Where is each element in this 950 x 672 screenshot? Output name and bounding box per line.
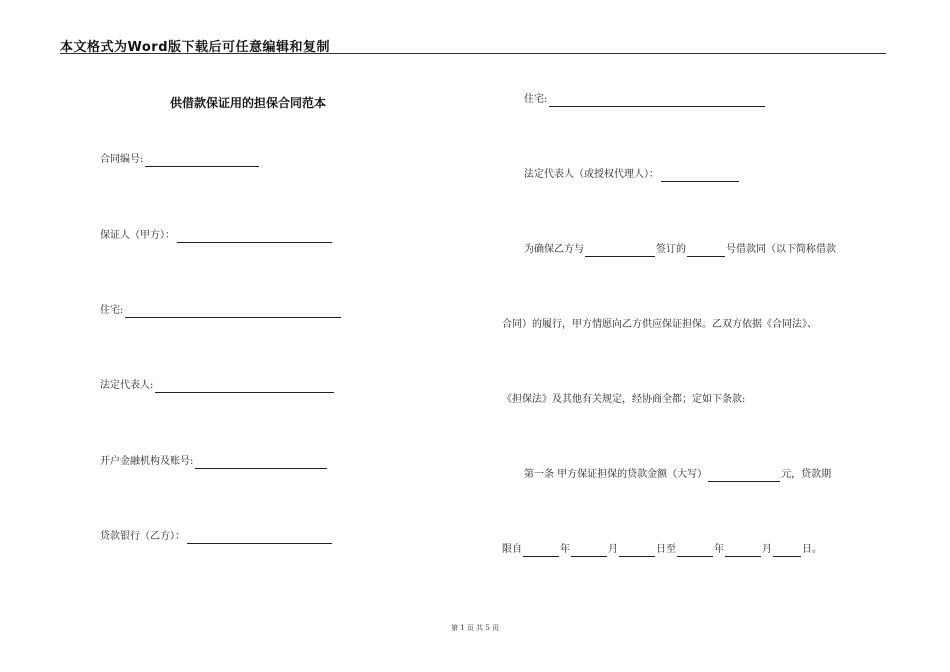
bank-account-blank[interactable]	[195, 458, 327, 469]
start-year-blank[interactable]	[523, 546, 559, 557]
start-day-blank[interactable]	[619, 546, 655, 557]
party-name-blank[interactable]	[585, 246, 655, 257]
residence-label-left: 住宅:	[100, 305, 124, 316]
guarantor-label: 保证人（甲方）：	[100, 230, 175, 241]
end-day-label: 日。	[802, 544, 822, 555]
paragraph-2	[502, 318, 817, 332]
document-title: 供借款保证用的担保合同范本	[170, 96, 327, 110]
end-month-label: 月	[762, 544, 772, 555]
guarantor-line	[100, 229, 332, 243]
contract-number-label: 合同编号:	[100, 154, 144, 165]
legal-rep-agent-label: 法定代表人（或授权代理人）：	[524, 169, 659, 180]
end-year-blank[interactable]	[677, 546, 713, 557]
article1-part-b: 元，贷款期	[781, 469, 832, 480]
legal-rep-label: 法定代表人:	[100, 380, 154, 391]
legal-rep-line	[100, 379, 334, 393]
end-year-label: 年	[714, 544, 724, 555]
residence-line-right	[524, 93, 765, 107]
term-start-label: 限自	[502, 544, 522, 555]
guarantor-blank[interactable]	[177, 232, 332, 243]
residence-line-left	[100, 304, 341, 318]
lender-bank-line	[100, 530, 332, 544]
para1-part-b: 签订的	[656, 244, 686, 255]
document-header: 本文格式为Word版下载后可任意编辑和复制	[60, 40, 331, 55]
start-day-label: 日至	[656, 544, 676, 555]
loan-term-line	[502, 543, 822, 557]
lender-bank-blank[interactable]	[187, 533, 332, 544]
article-1	[524, 468, 831, 482]
paragraph-1	[524, 243, 836, 257]
paragraph-3	[502, 393, 745, 407]
legal-rep-blank[interactable]	[155, 382, 334, 393]
legal-rep-agent-blank[interactable]	[661, 171, 739, 182]
para3-text: 《担保法》及其他有关规定，经协商全都；定如下条款:	[502, 394, 746, 405]
residence-blank-left[interactable]	[125, 307, 341, 318]
legal-rep-agent-line	[524, 168, 739, 182]
header-divider	[60, 53, 886, 54]
start-month-label: 月	[608, 544, 618, 555]
lender-bank-label: 贷款银行（乙方）：	[100, 531, 185, 542]
page-number-footer: 第 1 页 共 5 页	[450, 624, 500, 632]
para1-part-a: 为确保乙方与	[524, 244, 584, 255]
residence-blank-right[interactable]	[549, 96, 765, 107]
para1-part-c: 号借款同（以下简称借款	[726, 244, 836, 255]
loan-amount-blank[interactable]	[708, 471, 780, 482]
contract-number-blank[interactable]	[145, 156, 259, 167]
start-year-label: 年	[560, 544, 570, 555]
bank-account-label: 开户金融机构及账号:	[100, 456, 194, 467]
start-month-blank[interactable]	[571, 546, 607, 557]
contract-number-line	[100, 153, 259, 167]
residence-label-right: 住宅:	[524, 94, 548, 105]
end-month-blank[interactable]	[725, 546, 761, 557]
article1-part-a: 第一条 甲方保证担保的贷款金额（大写）	[524, 469, 708, 480]
bank-account-line	[100, 455, 327, 469]
loan-number-blank[interactable]	[687, 246, 725, 257]
para2-text: 合同）的履行，甲方情愿向乙方供应保证担保。乙双方依据《合同法》、	[502, 319, 817, 330]
end-day-blank[interactable]	[773, 546, 801, 557]
